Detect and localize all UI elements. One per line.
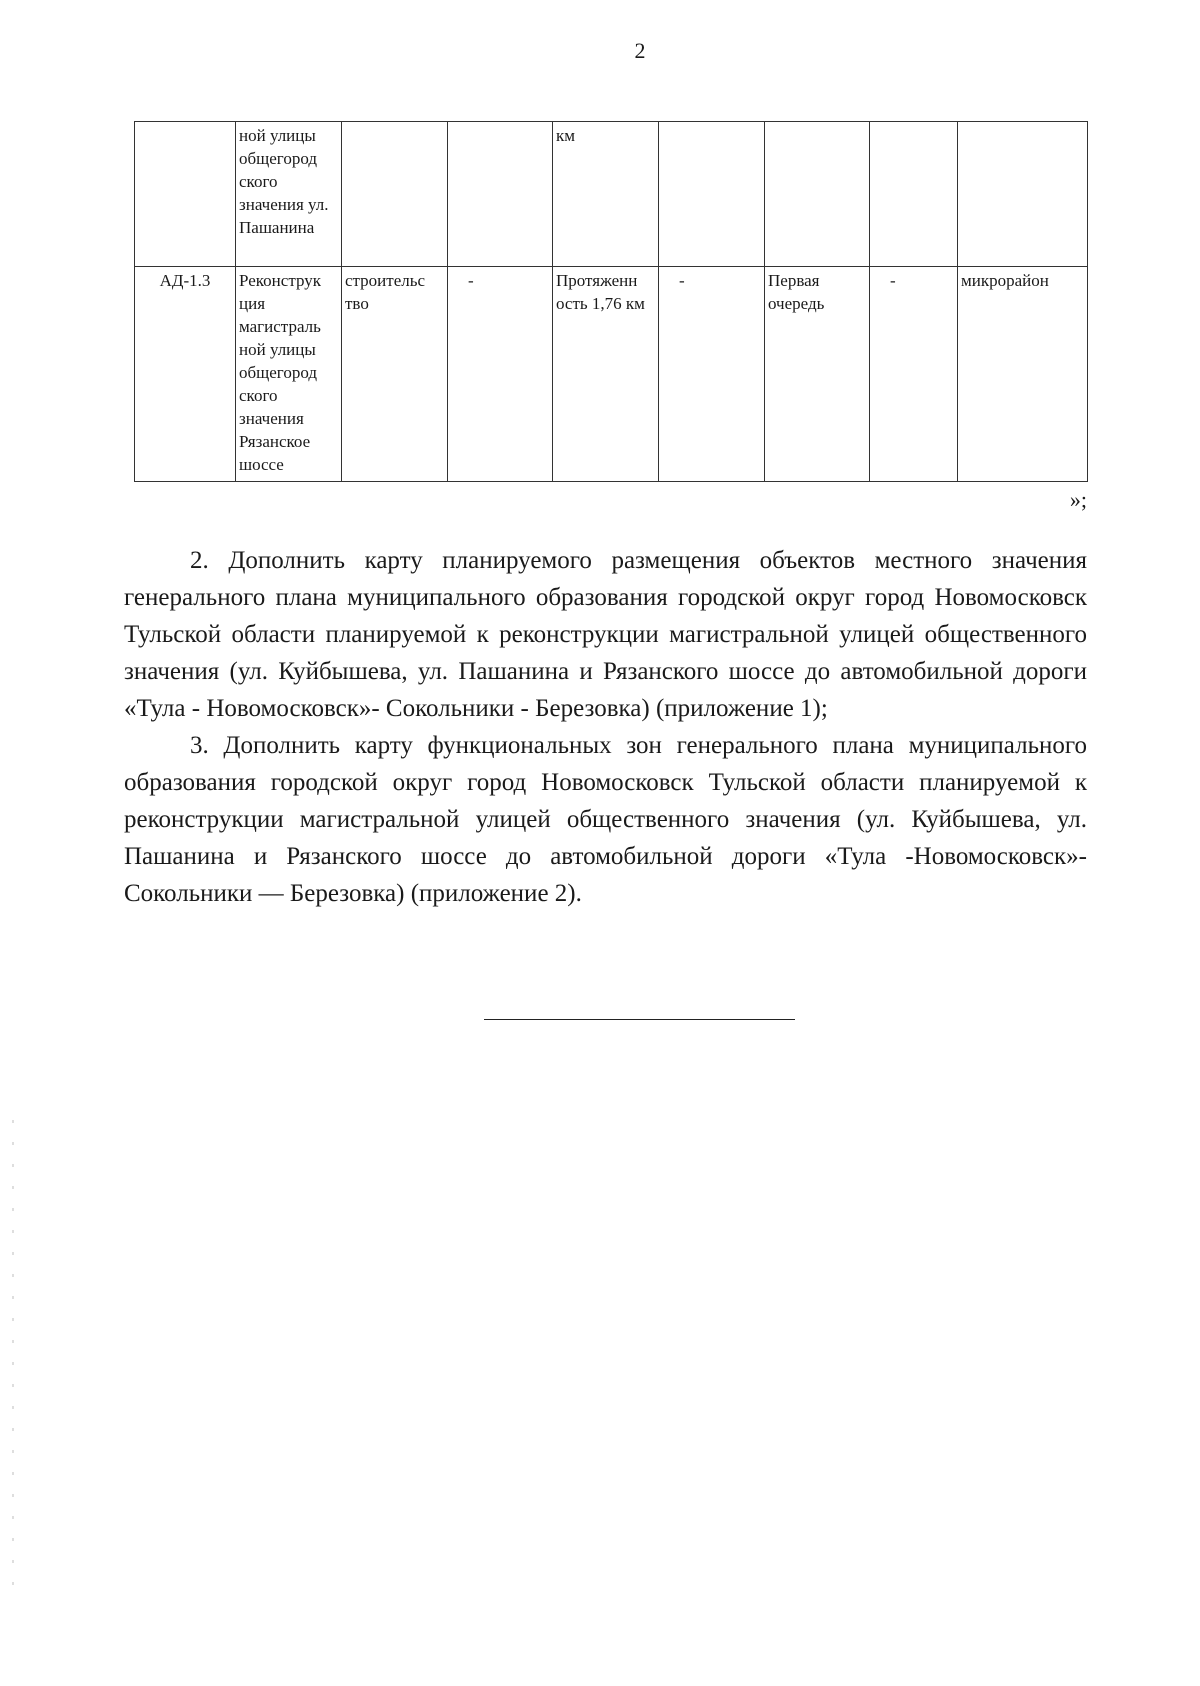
table-cell xyxy=(135,122,236,267)
page-number: 2 xyxy=(634,38,646,63)
table-cell xyxy=(448,122,553,267)
table-cell: Протяженн ость 1,76 км xyxy=(553,267,659,482)
table-cell: - xyxy=(448,267,553,482)
scan-margin-marks xyxy=(12,1120,14,1600)
table-row xyxy=(135,122,1088,267)
table-cell: строительс тво xyxy=(342,267,448,482)
table-cell xyxy=(958,122,1088,267)
paragraph-2: 2. Дополнить карту планируемого размещения объектов местного значения генерального плана муниципального образования городской округ город Новомосковск Тульской области планируемой к реконструкции магистральной улицей общественного значения (ул. Куйбышева, ул. Пашанина и Рязанского шоссе до автомобильной дороги «Тула - Новомосковск»- Сокольники - Березовка) (приложение 1); xyxy=(124,547,1087,722)
table-cell: - xyxy=(659,267,765,482)
table-cell xyxy=(342,122,448,267)
table-cell: Первая очередь xyxy=(765,267,870,482)
table-row xyxy=(135,267,1088,482)
table-cell: км xyxy=(553,122,659,267)
objects-table xyxy=(134,121,1088,482)
table-cell: - xyxy=(870,267,958,482)
document-body xyxy=(124,542,1087,912)
table-cell: ной улицы общегород ского значения ул. Пашанина xyxy=(236,122,342,267)
table-cell: Реконструк ция магистраль ной улицы общегород ского значения Рязанское шоссе xyxy=(236,267,342,482)
table-cell xyxy=(765,122,870,267)
table-cell: микрорайон xyxy=(958,267,1088,482)
table-cell xyxy=(659,122,765,267)
table-cell-code: АД-1.3 xyxy=(135,267,236,482)
table-cell xyxy=(870,122,958,267)
paragraph-3: 3. Дополнить карту функциональных зон генерального плана муниципального образования городской округ город Новомосковск Тульской области планируемой к реконструкции магистральной улицей общественного значения (ул. Куйбышева, ул. Пашанина и Рязанского шоссе до автомобильной дороги «Тула -Новомосковск»- Сокольники — Березовка) (приложение 2). xyxy=(124,732,1087,907)
end-separator-line xyxy=(484,1019,795,1020)
closing-quote: »; xyxy=(1069,487,1087,512)
